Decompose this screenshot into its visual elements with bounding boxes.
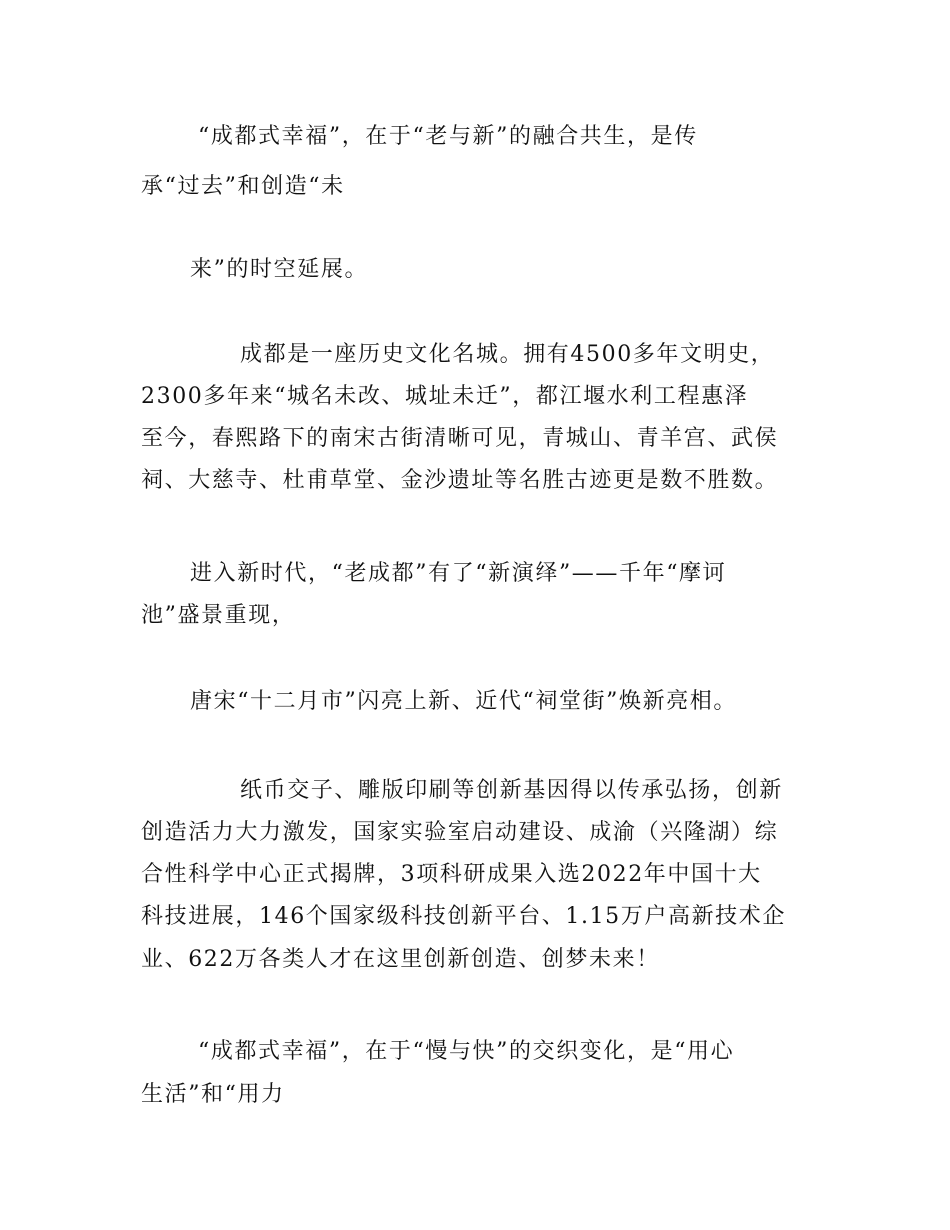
paragraph-6-line-3: 合性科学中心正式揭牌，3项科研成果入选2022年中国十大 xyxy=(141,862,762,887)
paragraph-4-line-1: 进入新时代，“老成都”有了“新演绎”——千年“摩诃 xyxy=(190,561,727,586)
paragraph-3-line-2: 2300多年来“城名未改、城址未迁”，都江堰水利工程惠泽 xyxy=(141,384,749,409)
paragraph-3-line-3: 至今，春熙路下的南宋古街清晰可见，青城山、青羊宫、武侯 xyxy=(141,426,779,451)
paragraph-4-line-2: 池”盛景重现， xyxy=(141,603,296,628)
paragraph-6-line-4: 科技进展，146个国家级科技创新平台、1.15万户高新技术企 xyxy=(141,904,786,929)
paragraph-1-line-1: “成都式幸福”，在于“老与新”的融合共生，是传 xyxy=(198,124,698,149)
paragraph-3-line-4: 祠、大慈寺、杜甫草堂、金沙遗址等名胜古迹更是数不胜数。 xyxy=(141,468,779,493)
paragraph-2-line-1: 来”的时空延展。 xyxy=(190,257,369,282)
paragraph-6-line-2: 创造活力大力激发，国家实验室启动建设、成渝（兴隆湖）综 xyxy=(141,820,779,845)
paragraph-6-line-1: 纸币交子、雕版印刷等创新基因得以传承弘扬，创新 xyxy=(240,778,783,803)
paragraph-7-line-1: “成都式幸福”，在于“慢与快”的交织变化，是“用心 xyxy=(198,1039,735,1064)
paragraph-6-line-5: 业、622万各类人才在这里创新创造、创梦未来！ xyxy=(141,947,660,972)
paragraph-1-line-2: 承“过去”和创造“未 xyxy=(141,174,345,199)
paragraph-5-line-1: 唐宋“十二月市”闪亮上新、近代“祠堂街”焕新亮相。 xyxy=(190,689,737,714)
paragraph-3-line-1: 成都是一座历史文化名城。拥有4500多年文明史， xyxy=(240,342,775,367)
paragraph-7-line-2: 生活”和“用力 xyxy=(141,1082,285,1107)
